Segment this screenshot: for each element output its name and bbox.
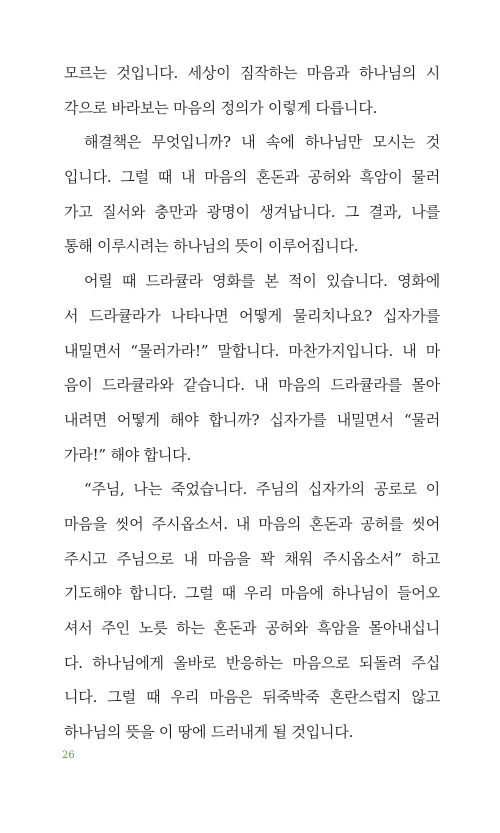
text-line: 주시고 주님으로 내 마음을 꽉 채워 주시옵소서” 하고: [64, 549, 440, 568]
text-line: 가고 질서와 충만과 광명이 생겨납니다. 그 결과, 나를: [64, 202, 440, 221]
paragraph-start-line: “주님, 나는 죽었습니다. 주님의 십자가의 공로로 이: [84, 480, 440, 499]
paragraph-start-line: 해결책은 무엇입니까? 내 속에 하나님만 모시는 것: [84, 133, 440, 152]
body-text: [64, 56, 440, 750]
text-line: 내려면 어떻게 해야 합니까? 십자가를 내밀면서 “물러: [64, 410, 440, 429]
text-line: 내밀면서 “물러가라!” 말합니다. 마찬가지입니다. 내 마: [64, 341, 440, 360]
text-line: 기도해야 합니다. 그럴 때 우리 마음에 하나님이 들어오: [64, 584, 440, 603]
page-number: 26: [62, 750, 75, 761]
text-line: 마음을 씻어 주시옵소서. 내 마음의 혼돈과 공허를 씻어: [64, 514, 440, 533]
text-line: 다. 하나님에게 올바로 반응하는 마음으로 되돌려 주십: [64, 653, 440, 672]
text-line: 니다. 그럴 때 우리 마음은 뒤죽박죽 혼란스럽지 않고: [64, 688, 440, 707]
text-line: 입니다. 그럴 때 내 마음의 혼돈과 공허와 흑암이 물러: [64, 168, 440, 187]
text-line: 가라!” 해야 합니다.: [64, 445, 192, 464]
text-line: 셔서 주인 노릇 하는 혼돈과 공허와 흑암을 몰아내십니: [64, 619, 440, 637]
text-line: 모르는 것입니다. 세상이 짐작하는 마음과 하나님의 시: [64, 64, 440, 82]
text-line: 각으로 바라보는 마음의 정의가 이렇게 다릅니다.: [64, 98, 378, 117]
text-line: 하나님의 뜻을 이 땅에 드러내게 될 것입니다.: [64, 723, 354, 742]
text-line: 서 드라큘라가 나타나면 어떻게 물리치나요? 십자가를: [64, 306, 440, 325]
paragraph-start-line: 어릴 때 드라큘라 영화를 본 적이 있습니다. 영화에: [84, 272, 440, 291]
text-line: 음이 드라큘라와 같습니다. 내 마음의 드라큘라를 몰아: [64, 376, 440, 395]
text-line: 통해 이루시려는 하나님의 뜻이 이루어집니다.: [64, 237, 359, 256]
